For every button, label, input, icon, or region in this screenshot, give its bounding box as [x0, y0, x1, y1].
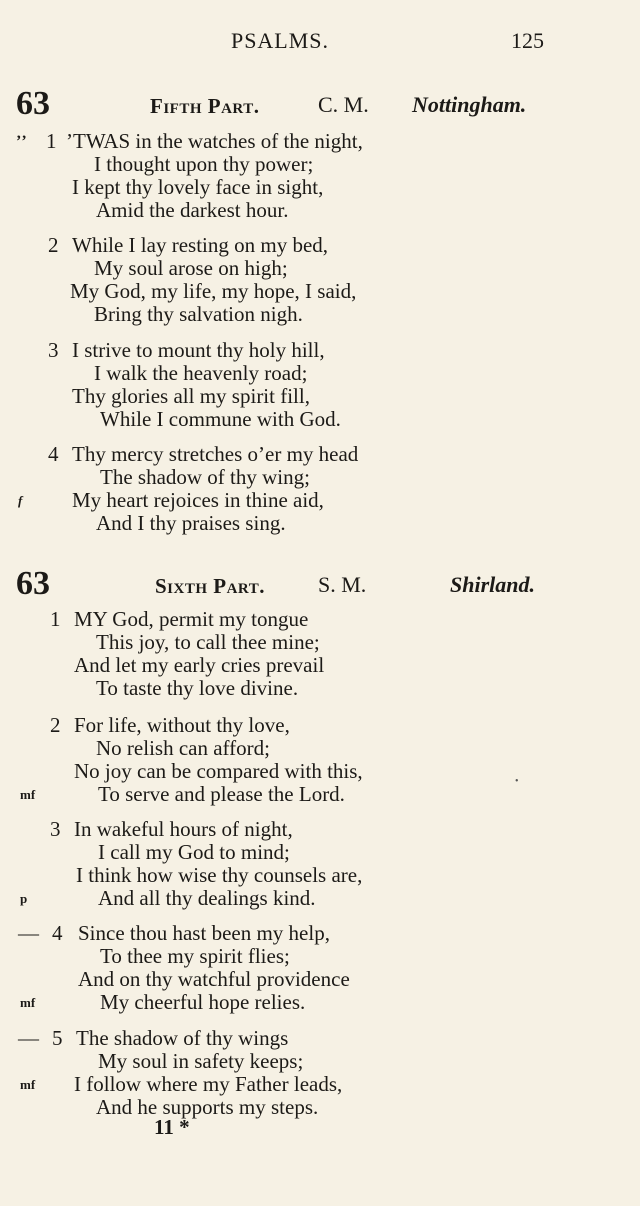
- meter-label: S. M.: [318, 572, 367, 597]
- dynamic-mark: ʼʼ: [16, 133, 27, 150]
- dynamic-mark: mf: [20, 787, 36, 802]
- verse-line: My soul arose on high;: [94, 256, 288, 280]
- stanza-number: 3: [48, 338, 59, 362]
- part-label: Fifth Part.: [150, 94, 260, 118]
- verse-line: I call my God to mind;: [98, 840, 290, 864]
- verse-line: I thought upon thy power;: [94, 152, 314, 176]
- verse-line: And all thy dealings kind.: [98, 886, 316, 910]
- verse-line: I walk the heavenly road;: [94, 361, 308, 385]
- signature-mark: 11 *: [154, 1115, 190, 1139]
- tune-name: Shirland.: [450, 572, 535, 597]
- hymn-header-fifth-part: [0, 85, 640, 125]
- repeat-dash: —: [18, 1026, 39, 1050]
- verse-line: I follow where my Father leads,: [74, 1072, 343, 1096]
- verse-line: I kept thy lovely face in sight,: [72, 175, 324, 199]
- verse-line: I think how wise thy counsels are,: [76, 863, 363, 887]
- dynamic-mark: mf: [20, 1077, 36, 1092]
- verse-line: To taste thy love divine.: [96, 676, 299, 700]
- stanza-number: 2: [50, 713, 61, 737]
- stanza-number: 1: [46, 129, 57, 153]
- stanza-number: 1: [50, 607, 61, 631]
- hymn-number: 63: [16, 85, 50, 122]
- verse-line: Thy glories all my spirit fill,: [72, 384, 310, 408]
- verse-line: And he supports my steps.: [96, 1095, 319, 1119]
- verse-line: My soul in safety keeps;: [98, 1049, 304, 1073]
- verse-line: For life, without thy love,: [74, 713, 290, 737]
- verse-line: The shadow of thy wings: [76, 1026, 289, 1050]
- verse-line: To serve and please the Lord.: [98, 782, 345, 806]
- running-title: PSALMS.: [230, 28, 330, 53]
- verse-line: No relish can afford;: [96, 736, 270, 760]
- hymn-number: 63: [16, 565, 50, 602]
- verse-line: While I lay resting on my bed,: [72, 233, 329, 257]
- verse-line: And on thy watchful providence: [78, 967, 350, 991]
- verse-line: The shadow of thy wing;: [100, 465, 310, 489]
- verse-line: While I commune with God.: [100, 407, 341, 431]
- stanza-number: 4: [48, 442, 59, 466]
- verse-line: I strive to mount thy holy hill,: [72, 338, 325, 362]
- meter-label: C. M.: [318, 92, 369, 117]
- verse-line: Bring thy salvation nigh.: [94, 302, 303, 326]
- stanza-number: 2: [48, 233, 59, 257]
- verse-line: This joy, to call thee mine;: [96, 630, 320, 654]
- tune-name: Nottingham.: [412, 92, 527, 117]
- dynamic-mark: f: [18, 493, 23, 508]
- hymn-header-sixth-part: [0, 565, 640, 605]
- verse-line: Amid the darkest hour.: [96, 198, 289, 222]
- dynamic-mark: mf: [20, 995, 36, 1010]
- verse-line: Since thou hast been my help,: [78, 921, 330, 945]
- verse-line: No joy can be compared with this,: [74, 759, 363, 783]
- part-label: Sixth Part.: [155, 574, 265, 598]
- repeat-dash: —: [18, 921, 39, 945]
- verse-line: To thee my spirit flies;: [100, 944, 290, 968]
- verse-line: MY God, permit my tongue: [74, 607, 309, 631]
- stanza-number: 5: [52, 1026, 63, 1050]
- verse-line: Thy mercy stretches o’er my head: [72, 442, 359, 466]
- stanza-number: 3: [50, 817, 61, 841]
- verse-line: My God, my life, my hope, I said,: [70, 279, 357, 303]
- verse-line: And let my early cries prevail: [74, 653, 325, 677]
- dynamic-mark: p: [20, 891, 28, 906]
- verse-line: And I thy praises sing.: [96, 511, 286, 535]
- verse-line: ’TWAS in the watches of the night,: [66, 129, 363, 153]
- page-number: 125: [511, 28, 544, 53]
- stanza-number: 4: [52, 921, 63, 945]
- verse-line: My cheerful hope relies.: [100, 990, 306, 1014]
- running-head: [0, 28, 640, 58]
- print-speck: •: [515, 776, 519, 787]
- verse-line: My heart rejoices in thine aid,: [72, 488, 324, 512]
- verse-line: In wakeful hours of night,: [74, 817, 293, 841]
